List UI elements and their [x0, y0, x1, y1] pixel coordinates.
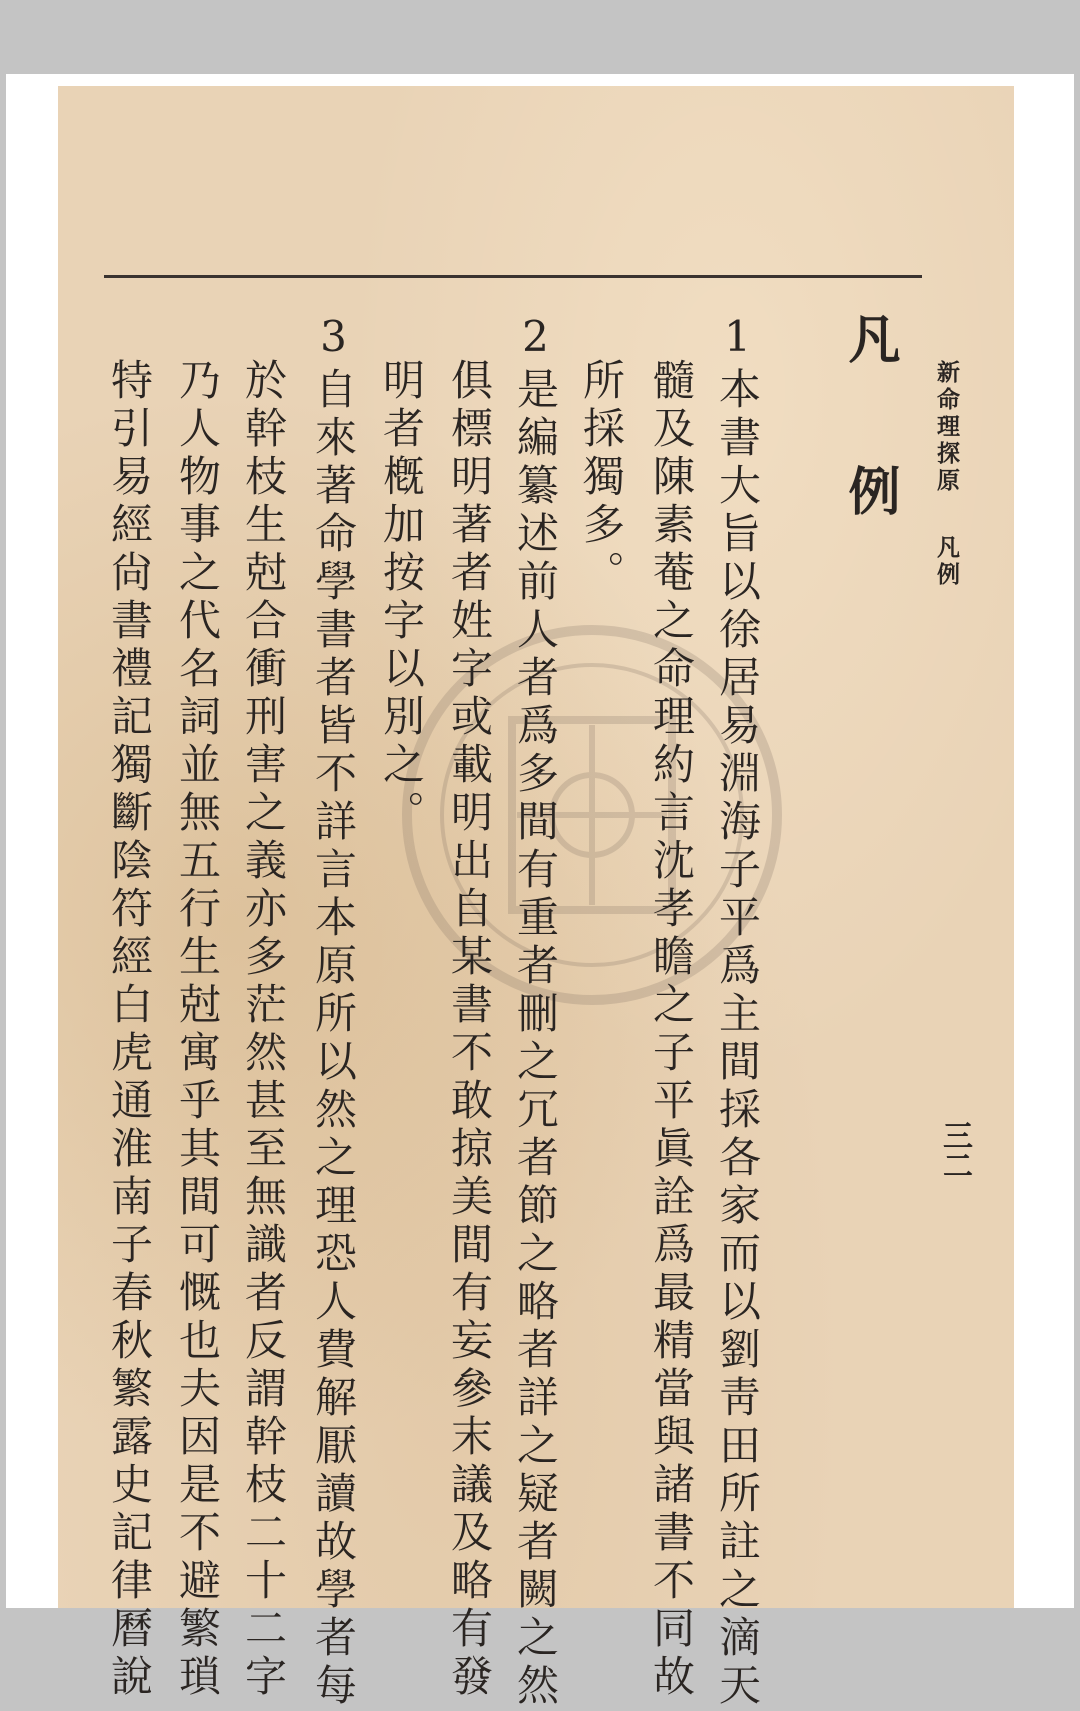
text-column-8: 於幹枝生尅合衝刑害之義亦多茫然甚至無識者反謂幹枝二十二字: [239, 358, 288, 1702]
running-header: [930, 360, 963, 589]
text-column-1: 1本書大旨以徐居易淵海子平爲主間採各家而以劉靑田所註之滴天: [713, 312, 762, 1711]
text-column-3: 所採獨多。: [577, 358, 626, 598]
text-column-10: 特引易經尙書禮記獨斷陰符經白虎通淮南子春秋繁露史記律曆說: [105, 358, 154, 1702]
text-column-5: 俱標明著者姓字或載明出自某書不敢掠美間有妄參末議及略有發: [445, 358, 494, 1702]
text-column-7: 3自來著命學書者皆不詳言本原所以然之理恐人費解厭讀故學者每: [309, 312, 358, 1711]
text-column-4: 2是編纂述前人者爲多間有重者刪之冗者節之略者詳之疑者闕之然: [511, 312, 560, 1711]
text-column-6: 明者槪加按字以別之。: [377, 358, 426, 838]
book-title: 新命理探原: [933, 360, 960, 495]
section-name: 凡例: [933, 535, 960, 589]
header-rule: [104, 275, 922, 278]
page-number: 三二: [937, 1120, 972, 1180]
page-title: 凡例: [839, 312, 900, 616]
text-column-9: 乃人物事之代名詞並無五行生尅寓乎其間可慨也夫因是不避繁瑣: [173, 358, 222, 1702]
text-column-2: 髓及陳素菴之命理約言沈孝瞻之子平眞詮爲最精當與諸書不同故: [647, 358, 696, 1702]
